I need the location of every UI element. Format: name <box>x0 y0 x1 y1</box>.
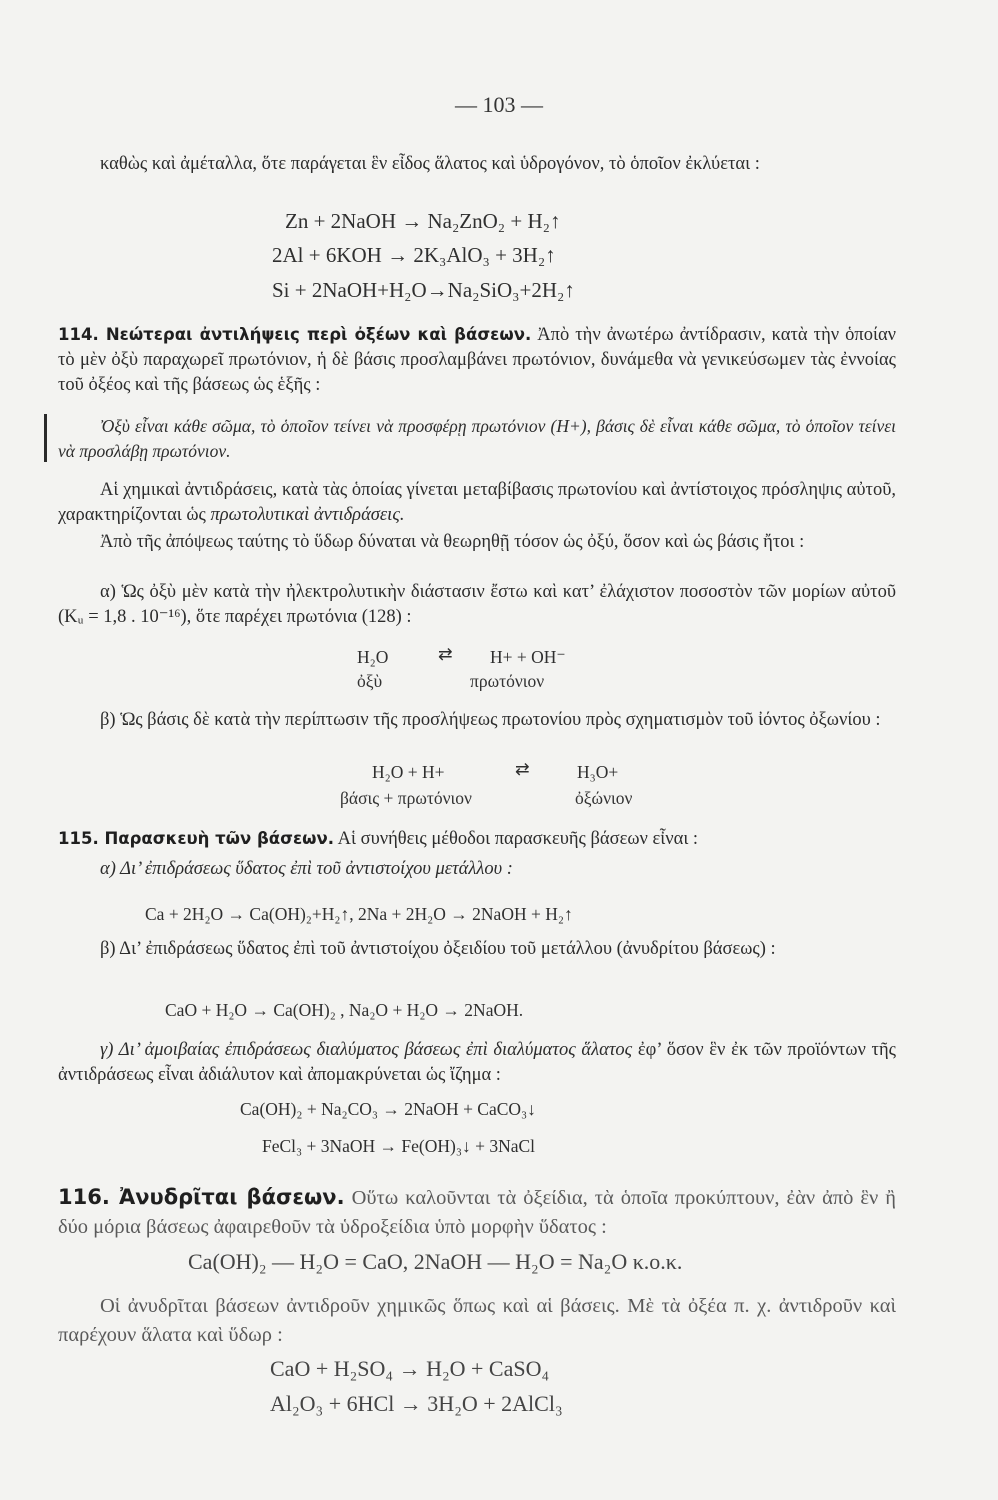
method-a-title: α) Δι’ ἐπιδράσεως ὕδατος ἐπὶ τοῦ ἀντιστοίχου μετάλλου : <box>100 859 513 879</box>
acid-base-definition: Ὀξὺ εἶναι κάθε σῶμα, τὸ ὁποῖον τείνει νὰ προσφέρῃ πρωτόνιον (H+), βάσις δὲ εἶναι κάθε σῶμα, τὸ ὁποῖον τείνει νὰ προσλάβῃ πρωτόνιον. <box>58 416 896 461</box>
equation-method-c1: Ca(OH)₂ + Na₂CO₃ → 2NaOH + CaCO₃↓ <box>240 1099 536 1119</box>
section-114-text: Ἀπὸ τὴν ἀνωτέρω ἀντίδρασιν, κατὰ τὴν ὁποίαν τὸ μὲν ὀξὺ παραχωρεῖ πρωτόνιον, ἡ δὲ βάσις προσλαμβάνει πρωτόνιον, δυνάμεθα νὰ γενικεύσωμεν τὰς ἐννοίας τοῦ ὀξέος καὶ τῆς βάσεως ὡς ἑξῆς : <box>58 325 896 395</box>
section-115-text: Αἱ συνήθεις μέθοδοι παρασκευῆς βάσεων εἶναι : <box>337 829 699 849</box>
equation-method-c2: FeCl₃ + 3NaOH → Fe(OH)₃↓ + 3NaCl <box>262 1136 536 1156</box>
label-acid: ὀξὺ <box>357 671 383 691</box>
section-116-text: Οὕτω καλοῦνται τὰ ὀξείδια, τὰ ὁποῖα προκύπτουν, ἐὰν ἀπὸ ἓν ἢ δύο μόρια βάσεως ἀφαιρεθοῦν τὰ ὑδροξείδια ὑπὸ μορφὴν ὕδατος : <box>58 1187 897 1238</box>
label-proton: πρωτόνιον <box>470 671 545 691</box>
equation-b-left: H₂O + H+ <box>372 762 445 782</box>
water-amphoteric-paragraph: Ἀπὸ τῆς ἀπόψεως ταύτης τὸ ὕδωρ δύναται νὰ θεωρηθῇ τόσον ὡς ὀξύ, ὅσον καὶ ὡς βάσις ἤτοι : <box>100 532 805 552</box>
intro-paragraph: καθὼς καὶ ἀμέταλλα, ὅτε παράγεται ἓν εἶδος ἅλατος καὶ ὑδρογόνον, τὸ ὁποῖον ἐκλύεται : <box>100 154 760 174</box>
equation-anhydride: Ca(OH)₂ — H₂O = CaO, 2NaOH — H₂O = Na₂O κ.ο.κ. <box>188 1249 683 1274</box>
equation-method-a: Ca + 2H₂O → Ca(OH)₂+H₂↑, 2Na + 2H₂O → 2NaOH + H₂↑ <box>145 904 573 924</box>
method-c-text: ἐφ’ ὅσον ἓν ἐκ τῶν προϊόντων τῆς ἀντιδράσεως εἶναι ἀδιάλυτον καὶ ἀπομακρύνεται ὡς ἴζημα : <box>58 1040 896 1085</box>
equation-a-right: H+ + OH⁻ <box>490 647 566 667</box>
section-115-heading: 115. Παρασκευὴ τῶν βάσεων. <box>58 829 335 848</box>
method-b-title: β) Δι’ ἐπιδράσεως ὕδατος ἐπὶ τοῦ ἀντιστοίχου ὀξειδίου τοῦ μετάλλου (ἀνυδρίτου βάσεως) : <box>100 939 776 959</box>
equation-a-left: H₂O <box>357 647 389 667</box>
section-114-heading: 114. Νεώτεραι ἀντιλήψεις περὶ ὀξέων καὶ βάσεων. <box>58 325 532 344</box>
protolytic-paragraph <box>58 478 896 528</box>
section-116-heading: 116. Ἀνυδρῖται βάσεων. <box>58 1185 345 1209</box>
water-as-acid-paragraph: α) Ὡς ὀξὺ μὲν κατὰ τὴν ἠλεκτρολυτικὴν διάστασιν ἔστω καὶ κατ’ ἐλάχιστον ποσοστὸν τῶν μορίων αὐτοῦ (Kᵤ = 1,8 . 10⁻¹⁶), ὅτε παρέχει πρωτόνια (128) : <box>58 582 896 627</box>
label-oxonium: ὀξώνιον <box>575 788 633 808</box>
protolytic-text: Αἱ χημικαὶ ἀντιδράσεις, κατὰ τὰς ὁποίας γίνεται μεταβίβασις πρωτονίου καὶ ἀντίστοιχος πρόσληψις αὐτοῦ, χαρακτηρίζονται ὡς <box>58 480 896 525</box>
equilibrium-arrow-a: ⇄ <box>438 644 453 664</box>
equation-si: Si + 2NaOH+H₂O→Na₂SiO₃+2H₂↑ <box>272 278 575 302</box>
equation-al2o3-hcl: Al₂O₃ + 6HCl → 3H₂O + 2AlCl₃ <box>270 1391 563 1416</box>
section-116-paragraph <box>58 1183 896 1242</box>
equilibrium-arrow-b: ⇄ <box>515 759 530 779</box>
method-c-paragraph <box>58 1038 896 1088</box>
water-as-base-paragraph: β) Ὡς βάσις δὲ κατὰ τὴν περίπτωσιν τῆς προσλήψεως πρωτονίου πρὸς σχηματισμὸν τοῦ ἰόντος ὀξωνίου : <box>100 710 881 730</box>
definition-margin-bar <box>44 414 47 462</box>
equation-al: 2Al + 6KOH → 2K₃AlO₃ + 3H₂↑ <box>272 243 556 267</box>
equation-cao-h2so4: CaO + H₂SO₄ → H₂O + CaSO₄ <box>270 1356 550 1381</box>
label-base-proton: βάσις + πρωτόνιον <box>340 788 472 808</box>
protolytic-term: πρωτολυτικαὶ ἀντιδράσεις. <box>210 505 405 525</box>
equation-b-right: H₃O+ <box>577 762 619 782</box>
section-114-paragraph <box>58 322 896 398</box>
equation-zn: Zn + 2NaOH → Na₂ZnO₂ + H₂↑ <box>285 209 561 233</box>
section-115-paragraph <box>58 826 896 852</box>
method-c-title: γ) Δι’ ἀμοιβαίας ἐπιδράσεως διαλύματος βάσεως ἐπὶ διαλύματος ἅλατος <box>100 1040 633 1060</box>
anhydride-reaction-paragraph: Οἱ ἀνυδρῖται βάσεων ἀντιδροῦν χημικῶς ὅπως καὶ αἱ βάσεις. Μὲ τὰ ὀξέα π. χ. ἀντιδροῦν καὶ παρέχουν ἅλατα καὶ ὕδωρ : <box>58 1295 896 1346</box>
equation-method-b: CaO + H₂O → Ca(OH)₂ , Na₂O + H₂O → 2NaOH. <box>165 1000 524 1020</box>
page-number: — 103 — <box>455 92 543 117</box>
